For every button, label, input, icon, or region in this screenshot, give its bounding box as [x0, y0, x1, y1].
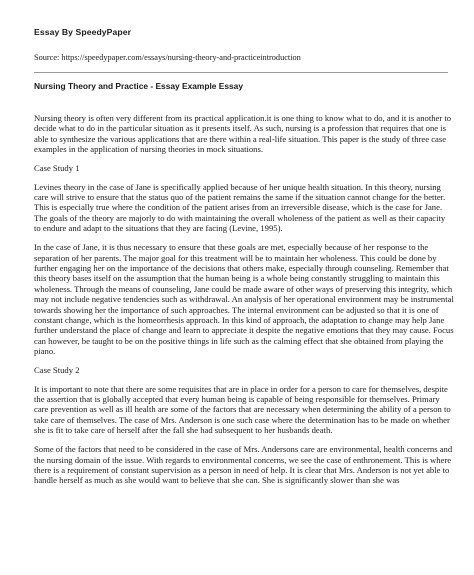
- case-study-2-paragraph-1: It is important to note that there are some requisites that are in place in order for a person to care for themselves, despite the assertion that is globally accepted that every human being is capable of being responsible for themselves. Primary care prevention as well as ill health are some of the factors that are necessary when determining the ability of a person to take care of themselves. The case of Mrs. Anderson is one such case where the determination has to be made on whether she is fit to take care of herself after the fall she had subsequent to her husbands death.: [34, 383, 451, 435]
- case-study-2-paragraph-2: Some of the factors that need to be considered in the case of Mrs. Andersons care are environmental, health concerns and the nursing domain of the issue. With regards to environmental concerns, we see the case of enthronement. This is where there is a requirement of constant supervision as a person in need of help. It is clear that Mrs. Anderson is not yet able to handle herself as much as she would want to believe that she can. She is significantly slower than she was: [34, 444, 453, 486]
- header-divider: [34, 72, 448, 73]
- case-study-1-heading: Case Study 1: [34, 163, 80, 174]
- essay-title: Nursing Theory and Practice - Essay Example Essay: [34, 81, 244, 91]
- intro-paragraph: Nursing theory is often very different from its practical application.it is one thing to know what to do, and it is another to decide what to do in the particular situation as it presents itself. As such, nursing is a profession that requires that one is able to synthesize the various applications that are there within a real-life situation. This paper is the study of three case examples in the application of nursing theories in mock situations.: [34, 113, 452, 155]
- source-url: Source: https://speedypaper.com/essays/nursing-theory-and-practiceintroduction: [34, 53, 301, 62]
- essay-body: [34, 113, 454, 495]
- case-study-1-paragraph-1: Levines theory in the case of Jane is specifically applied because of her unique health situation. In this theory, nursing care will strive to ensure that the status quo of the patient remains the same if the situation cannot change for the better. This is especially true where the condition of the patient arises from an irreversible disease, which is the case for Jane. The goals of the theory are majorly to do with maintaining the overall wholeness of the patient as well as their capacity to endure and adapt to the situations that they are facing (Levine, 1995).: [34, 181, 446, 234]
- case-study-1-paragraph-2: In the case of Jane, it is thus necessary to ensure that these goals are met, especially because of her response to the separation of her parents. The major goal for this treatment will be to maintain her wholeness. This could be done by further engaging her on the importance of the decisions that others make, especially through counseling. Remember that this theory bases itself on the assumption that the human being is a whole being constantly struggling to maintain this wholeness. Through the means of counseling, Jane could be made aware of other ways of preserving this integrity, which may not include negative tendencies such as withdrawal. An analysis of her operational environment may be instrumental towards showing her the importance of such approaches. The internal environment can be adjusted so that it is one of constant change, which is the homeorrhesis approach. In this kind of approach, the adaptation to change may help Jane further understand the place of change and learn to appreciate it despite the negative emotions that they may cause. Focus can however, be taught to be on the positive things in life such as the calming effect that she obtained from playing the piano.: [34, 242, 454, 356]
- brand-header: Essay By SpeedyPaper: [34, 27, 132, 37]
- case-study-2-heading: Case Study 2: [34, 365, 80, 376]
